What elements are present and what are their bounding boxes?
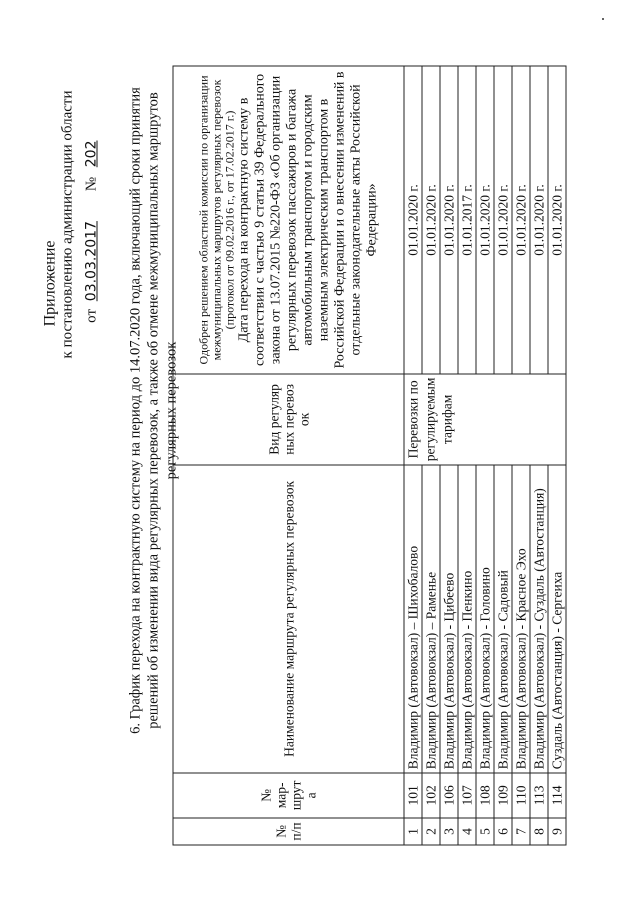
row-transition-date: 01.01.2017 г. [458,66,476,374]
number-value: 202 [83,140,99,167]
row-transition-date: 01.01.2020 г. [548,66,566,374]
appendix-date-number [82,140,101,322]
appendix-title: Приложение [41,240,58,326]
row-route-number: 102 [422,772,440,817]
row-route-name: Владимир (Автовокзал) – Раменье [422,464,440,772]
row-number: 5 [476,817,494,844]
row-transition-date: 01.01.2020 г. [476,66,494,374]
row-number: 4 [458,817,476,844]
appendix-subtitle: к постановлению администрации области [59,90,75,358]
row-number: 8 [530,817,548,844]
row-number: 2 [422,817,440,844]
row-route-number: 110 [512,772,530,817]
section-heading: 6. График перехода на контрактную систему на период до 14.07.2020 года, включающий сроки принятия решений об изменении вида регулярных перевозок, а также об отмене межмуниципальных маршрутов регулярных перевозок [127,86,179,734]
row-route-number: 114 [548,772,566,817]
row-route-name: Владимир (Автовокзал) – Шихобалово [404,464,422,772]
table-header-row [173,66,404,845]
header-date-text: Дата перехода на контрактную систему в соответствии с частью 9 статьи 39 Федерального закона от 13.07.2015 №220-ФЗ «Об организации регулярных перевозок пассажиров и багажа автомобильным транспортом и городским наземным электрическим транспортом в Российской Федерации и о внесении изменений в отдельные законодательные акты Российской Федерации» [235,70,379,368]
row-transition-date: 01.01.2020 г. [440,66,458,374]
header-approval-note: Одобрен решением областной комиссии по организации межмуниципальных маршрутов регулярных перевозок (протокол от 09.02.2016 г., от 17.02.2017 г.) [195,74,236,364]
row-route-number: 113 [530,772,548,817]
table-body [404,66,566,845]
header-transition-date [173,66,404,374]
table-row [404,66,422,845]
row-number: 1 [404,817,422,844]
header-number: № п/п [173,817,404,844]
row-route-name: Владимир (Автовокзал) - Цибеево [440,464,458,772]
header-route-number: № мар-шрут а [173,772,404,817]
row-number: 9 [548,817,566,844]
row-route-number: 108 [476,772,494,817]
row-route-name: Владимир (Автовокзал) - Пенкино [458,464,476,772]
row-route-name: Владимир (Автовокзал) - Красное Эхо [512,464,530,772]
row-route-number: 101 [404,772,422,817]
row-transition-date: 01.01.2020 г. [422,66,440,374]
row-route-name: Владимир (Автовокзал) - Садовый [494,464,512,772]
header-transport-kind: Вид регуляр ных перевоз ок [173,373,404,464]
row-transition-date: 01.01.2020 г. [530,66,548,374]
row-route-name: Владимир (Автовокзал) - Головино [476,464,494,772]
row-transition-date: 01.01.2020 г. [512,66,530,374]
row-transport-kind: Перевозки по регулируемым тарифам [404,373,566,464]
row-route-number: 107 [458,772,476,817]
row-route-number: 109 [494,772,512,817]
row-route-name: Владимир (Автовокзал) - Суздаль (Автостанция) [530,464,548,772]
date-value: 03.03.2017 [83,220,99,301]
row-transition-date: 01.01.2020 г. [404,66,422,374]
row-number: 7 [512,817,530,844]
header-route-name: Наименование маршрута регулярных перевозок [173,464,404,772]
row-route-name: Суздаль (Автостанция) - Сергеиха [548,464,566,772]
row-number: 6 [494,817,512,844]
row-route-number: 106 [440,772,458,817]
number-prefix: № [83,176,99,191]
row-transition-date: 01.01.2020 г. [494,66,512,374]
row-number: 3 [440,817,458,844]
date-prefix: от [83,308,99,323]
routes-table [172,65,566,845]
